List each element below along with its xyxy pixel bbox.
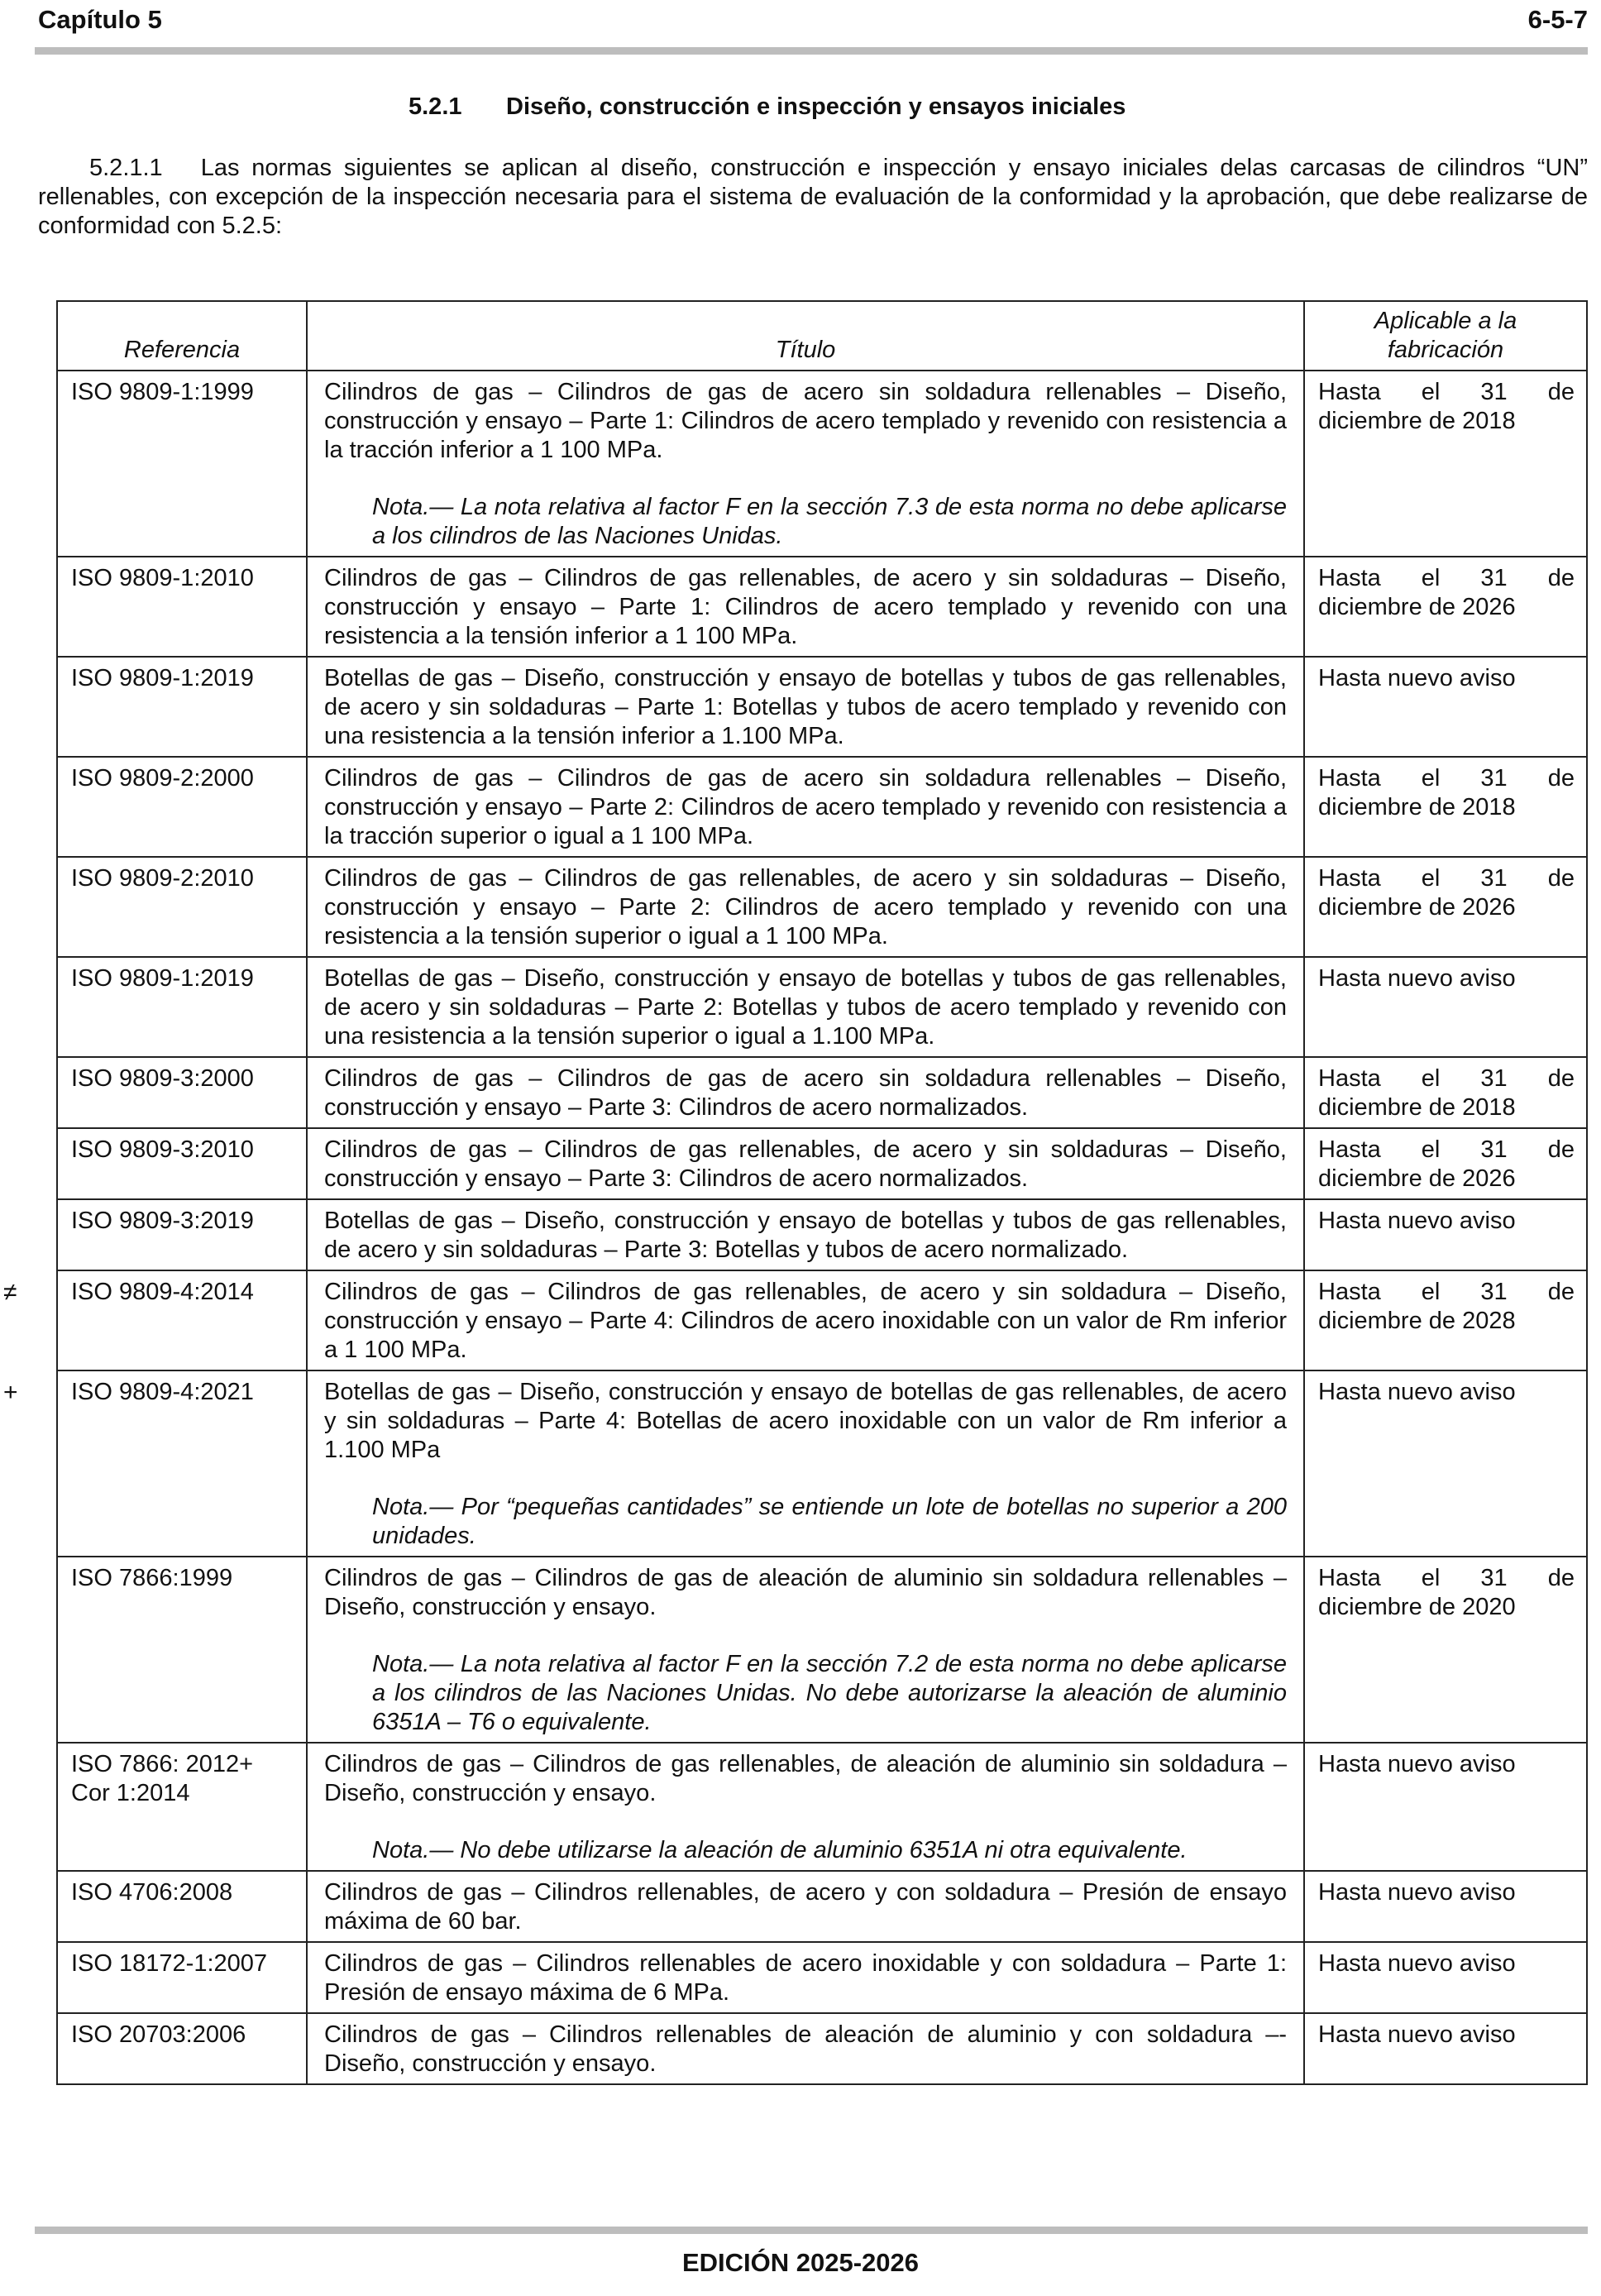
note-text: Nota.— La nota relativa al factor F en la sección 7.2 de esta norma no debe aplicarse a los cilindros de las Naciones Unidas. No debe autorizarse la aleación de aluminio 6351A – T6 o equivalente. [372,1651,1287,1735]
paragraph-number: 5.2.1.1 [89,155,163,181]
title-cell [307,2013,1304,2084]
paragraph-text: Las normas siguientes se aplican al diseño, construcción e inspección y ensayo iniciales delas carcasas de cilindros “UN” rellenables, con excepción de la inspección necesaria para el sistema de evaluación de la conformidad y la aprobación, que debe realizarse de conformidad con 5.2.5: [38,155,1588,239]
applicable-cell: Hasta el 31 de diciembre de 2018 [1304,1057,1587,1128]
table-row [57,1128,1587,1199]
reference-text: ISO 7866:1999 [71,1565,233,1591]
reference-cell [57,1199,307,1270]
reference-cell [57,1057,307,1128]
title-cell [307,1942,1304,2013]
revision-mark: ≠ [3,1279,17,1306]
table-row [57,1942,1587,2013]
reference-cell [57,857,307,957]
title-text: Cilindros de gas – Cilindros de gas de acero sin soldadura rellenables – Diseño, construcción y ensayo – Parte 2: Cilindros de acero templado y revenido con resistencia a la tracción superior o igual a 1 100 MPa. [324,765,1287,849]
table-row [57,1743,1587,1871]
table-row [57,371,1587,557]
page-header [38,5,1588,41]
title-text: Cilindros de gas – Cilindros de gas de acero sin soldadura rellenables – Diseño, construcción y ensayo – Parte 1: Cilindros de acero templado y revenido con resistencia a la tracción inferior a 1 100 MPa. [324,379,1287,463]
title-text: Cilindros de gas – Cilindros de gas rellenables, de aleación de aluminio sin soldadura – Diseño, construcción y ensayo. [324,1751,1287,1806]
reference-cell [3,1270,307,1370]
table-row [57,657,1587,757]
reference-text: ISO 9809-2:2000 [71,765,254,792]
reference-text: ISO 9809-3:2010 [71,1136,254,1163]
title-cell [307,757,1304,857]
table-row [57,1871,1587,1942]
reference-text: ISO 9809-4:2021 [71,1379,254,1405]
title-cell [307,1199,1304,1270]
title-cell [307,857,1304,957]
reference-cell [57,1743,307,1871]
title-text: Cilindros de gas – Cilindros de gas rellenables, de acero y sin soldaduras – Diseño, construcción y ensayo – Parte 1: Cilindros de acero templado y revenido con una resistencia a la tensión inferior a 1 100 MPa. [324,565,1287,649]
reference-text: ISO 9809-3:2000 [71,1065,254,1092]
reference-text: ISO 9809-1:1999 [71,379,254,405]
title-text: Botellas de gas – Diseño, construcción y ensayo de botellas y tubos de gas rellenables, de acero y sin soldaduras – Parte 2: Botellas y tubos de acero templado y revenido con una resistencia a la tensión superior o igual a 1.100 MPa. [324,965,1287,1050]
title-cell [307,1871,1304,1942]
header-rule [35,47,1588,55]
table-body [3,371,1587,2084]
applicable-cell: Hasta el 31 de diciembre de 2026 [1304,1128,1587,1199]
section-title: Diseño, construcción e inspección y ensayos iniciales [506,93,1126,120]
title-text: Cilindros de gas – Cilindros de gas rellenables, de acero y sin soldaduras – Diseño, construcción y ensayo – Parte 2: Cilindros de acero templado y revenido con una resistencia a la tensión superior o igual a 1 100 MPa. [324,865,1287,949]
note-text: Nota.— La nota relativa al factor F en la sección 7.3 de esta norma no debe aplicarse a los cilindros de las Naciones Unidas. [372,494,1287,549]
reference-text: ISO 9809-1:2019 [71,965,254,992]
title-cell [307,557,1304,657]
title-cell [307,1743,1304,1871]
table-row [57,1557,1587,1743]
intro-paragraph [38,154,1588,241]
title-cell [307,1370,1304,1557]
reference-text: ISO 9809-1:2019 [71,665,254,691]
table-header-row [57,301,1587,371]
header-title: Título [307,301,1304,371]
applicable-cell: Hasta el 31 de diciembre de 2028 [1304,1270,1587,1370]
applicable-cell: Hasta nuevo aviso [1304,2013,1587,2084]
standards-table [3,300,1588,2085]
reference-text: ISO 9809-1:2010 [71,565,254,591]
title-text: Cilindros de gas – Cilindros rellenables de aleación de aluminio y con soldadura –- Diseño, construcción y ensayo. [324,2021,1287,2077]
title-text: Botellas de gas – Diseño, construcción y ensayo de botellas de gas rellenables, de acero y sin soldaduras – Parte 4: Botellas de acero inoxidable con un valor de Rm inferior a 1.100 MPa [324,1379,1287,1463]
applicable-cell: Hasta el 31 de diciembre de 2018 [1304,757,1587,857]
title-text: Cilindros de gas – Cilindros de gas de acero sin soldadura rellenables – Diseño, construcción y ensayo – Parte 3: Cilindros de acero normalizados. [324,1065,1287,1121]
section-heading [409,93,1125,121]
applicable-cell: Hasta nuevo aviso [1304,1199,1587,1270]
table-row [57,1270,1587,1370]
reference-text: ISO 20703:2006 [71,2021,246,2048]
applicable-cell: Hasta nuevo aviso [1304,657,1587,757]
applicable-cell: Hasta nuevo aviso [1304,1370,1587,1557]
applicable-cell: Hasta nuevo aviso [1304,1743,1587,1871]
table-row [57,1370,1587,1557]
applicable-cell: Hasta nuevo aviso [1304,957,1587,1057]
header-applicable: Aplicable a la fabricación [1304,301,1587,371]
reference-cell [57,2013,307,2084]
title-text: Botellas de gas – Diseño, construcción y ensayo de botellas y tubos de gas rellenables, de acero y sin soldaduras – Parte 1: Botellas y tubos de acero templado y revenido con una resistencia a la tensión inferior a 1.100 MPa. [324,665,1287,749]
title-cell [307,657,1304,757]
table-row [57,1057,1587,1128]
reference-cell [3,1370,307,1557]
title-text: Cilindros de gas – Cilindros rellenables de acero inoxidable y con soldadura – Parte 1: Presión de ensayo máxima de 6 MPa. [324,1950,1287,2006]
table-row [57,857,1587,957]
reference-text: ISO 9809-2:2010 [71,865,254,892]
title-cell [307,371,1304,557]
reference-cell [57,371,307,557]
title-cell [307,1270,1304,1370]
title-text: Cilindros de gas – Cilindros de gas rellenables, de acero y sin soldaduras – Diseño, construcción y ensayo – Parte 3: Cilindros de acero normalizados. [324,1136,1287,1192]
title-cell [307,1557,1304,1743]
title-cell [307,1128,1304,1199]
reference-cell [57,1128,307,1199]
header-reference: Referencia [57,301,307,371]
reference-text: ISO 18172-1:2007 [71,1950,268,1977]
applicable-cell: Hasta nuevo aviso [1304,1942,1587,2013]
reference-text: ISO 4706:2008 [71,1879,233,1906]
reference-cell [57,1557,307,1743]
title-text: Botellas de gas – Diseño, construcción y ensayo de botellas y tubos de gas rellenables, de acero y sin soldaduras – Parte 3: Botellas y tubos de acero normalizado. [324,1208,1287,1263]
table-row [57,2013,1587,2084]
title-cell [307,1057,1304,1128]
reference-cell [57,1942,307,2013]
reference-text: ISO 9809-3:2019 [71,1208,254,1234]
revision-mark: + [3,1379,18,1406]
table-row [57,557,1587,657]
chapter-label: Capítulo 5 [38,5,162,34]
table-row [57,757,1587,857]
reference-cell [57,757,307,857]
applicable-cell: Hasta nuevo aviso [1304,1871,1587,1942]
applicable-cell: Hasta el 31 de diciembre de 2026 [1304,857,1587,957]
title-text: Cilindros de gas – Cilindros de gas rellenables, de acero y sin soldadura – Diseño, construcción y ensayo – Parte 4: Cilindros de acero inoxidable con un valor de Rm inferior a 1 100 MPa. [324,1279,1287,1363]
table-row [57,957,1587,1057]
reference-cell [57,1871,307,1942]
title-text: Cilindros de gas – Cilindros de gas de aleación de aluminio sin soldadura rellenables – Diseño, construcción y ensayo. [324,1565,1287,1620]
reference-text: ISO 9809-4:2014 [71,1279,254,1305]
reference-text: ISO 7866: 2012+ Cor 1:2014 [71,1751,254,1806]
applicable-cell: Hasta el 31 de diciembre de 2026 [1304,557,1587,657]
reference-cell [57,557,307,657]
page-number: 6-5-7 [1527,5,1588,34]
table-row [57,1199,1587,1270]
reference-cell [57,657,307,757]
note-text: Nota.— No debe utilizarse la aleación de aluminio 6351A ni otra equivalente. [372,1837,1188,1863]
note-text: Nota.— Por “pequeñas cantidades” se entiende un lote de botellas no superior a 200 unidades. [372,1494,1287,1549]
reference-cell [57,957,307,1057]
applicable-cell: Hasta el 31 de diciembre de 2020 [1304,1557,1587,1743]
title-text: Cilindros de gas – Cilindros rellenables, de acero y con soldadura – Presión de ensayo máxima de 60 bar. [324,1879,1287,1935]
edition-footer: EDICIÓN 2025-2026 [681,2248,920,2277]
section-number: 5.2.1 [409,93,462,120]
footer-rule [35,2227,1588,2234]
title-cell [307,957,1304,1057]
applicable-cell: Hasta el 31 de diciembre de 2018 [1304,371,1587,557]
